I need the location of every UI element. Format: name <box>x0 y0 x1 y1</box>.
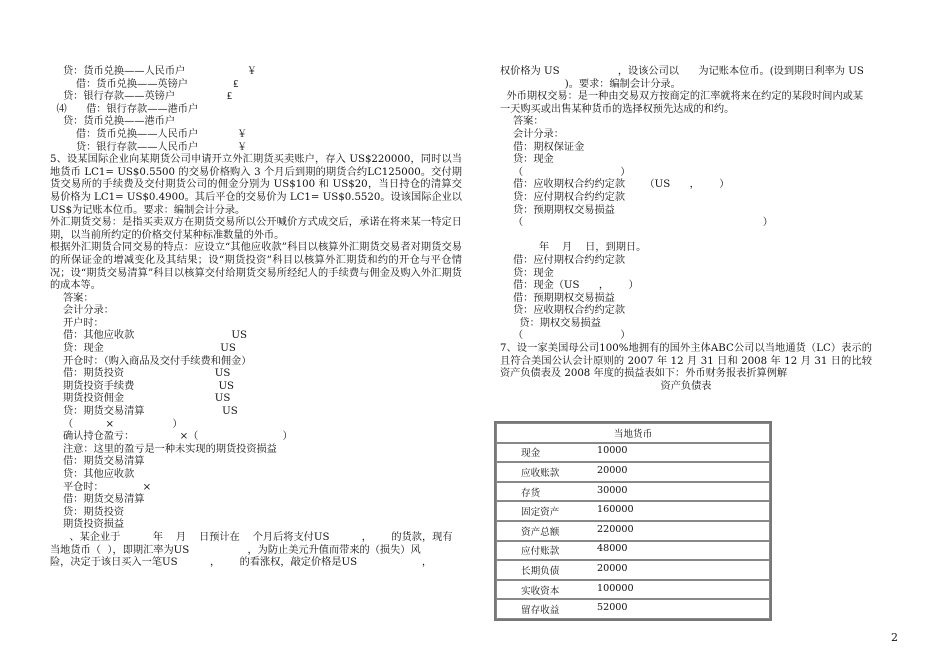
text-line: （ ） <box>500 330 631 342</box>
text-line: （ ） <box>500 166 631 178</box>
text-line: 贷：货币兑换——人民币户 ￥ <box>50 66 257 77</box>
text-line: 一天购买或出售某种货币的选择权预先达成的和约。 <box>500 103 735 115</box>
text-line: 贷：期权交易损益 <box>500 317 601 329</box>
table-row <box>496 521 770 541</box>
table-row <box>496 541 770 561</box>
text-line: 借：期权保证金 <box>500 141 585 153</box>
text-line: 贷：期货投资 <box>50 506 125 518</box>
text-line: 注意：这里的盈亏是一种未实现的期货投资损益 <box>50 443 277 455</box>
balance-sheet-table <box>494 421 772 621</box>
question-7-paragraph: 7、设一家美国母公司100%地拥有的国外主体ABC公司以当地通货（LC）表示的且符合美国公认会计原则的 2007 年 12 月 31 日和 2008 年 12 月 31 日的比较资产负债表及 2008 年度的损益表如下：外币财务报表折算例解 <box>500 343 872 380</box>
text-line: 贷：预期期权交易损益 <box>500 204 615 216</box>
row-label: 存货 <box>521 487 541 499</box>
accounting-explanation-paragraph: 根据外汇期货合同交易的特点：应设立“其他应收款”科目以核算外汇期货交易者对期货交易的所保证金的增减变化及其结果；设“期货投资”科目以核算外汇期货和约的开仓与平仓情况；设“期货交易清算”科目以核算交付给期货交易所经纪人的手续费与佣金及购入外汇期货的成本等。 <box>50 242 462 292</box>
text-line: 借：预期期权交易损益 <box>500 292 615 304</box>
text-line: 期货投资佣金 US <box>50 393 231 405</box>
answer-entries <box>50 293 462 570</box>
text-line: 借：货币兑换——英镑户 ₤ <box>50 78 239 90</box>
text-line: 贷：货币兑换——港币户 <box>50 116 176 128</box>
text-line: 年 月 日，到期日。 <box>500 242 647 254</box>
text-line: 借：期货交易清算 <box>50 494 145 506</box>
text-line: 借：应收期权合约约定款 （US ， ） <box>500 179 730 191</box>
row-label: 固定资产 <box>521 507 560 519</box>
text-line: 会计分录： <box>500 128 564 140</box>
text-line: 贷：银行存款——人民币户 ￥ <box>50 141 248 153</box>
row-value: 48000 <box>597 543 628 555</box>
options-entries <box>500 66 872 343</box>
text-line <box>500 230 872 243</box>
text-line: ⑷ 借：银行存款——港币户 <box>50 103 199 115</box>
text-line: 借：应付期权合约约定款 <box>500 254 626 266</box>
text-line: 期货投资损益 <box>50 519 125 531</box>
page-number: 2 <box>891 631 898 644</box>
table-row <box>496 599 770 619</box>
table-header: 当地货币 <box>496 423 770 443</box>
text-line: 贷：应收期权合约约定款 <box>500 305 626 317</box>
text-line: 、某企业于 年 月 日预计在 个月后将支付US ， 的货款，现有 <box>50 531 453 543</box>
text-line: 答案： <box>50 292 94 304</box>
text-line: 借：其他应收款 US <box>50 330 247 342</box>
table-row <box>496 560 770 580</box>
text-line: 开仓时：（购入商品及交付手续费和佣金） <box>50 355 252 367</box>
text-line: 借：期货投资 US <box>50 368 231 380</box>
row-label: 应付账款 <box>521 546 560 558</box>
row-label: 资产总额 <box>521 526 560 538</box>
row-value: 20000 <box>597 562 628 574</box>
text-line: 借：现金（US ， ） <box>500 280 639 292</box>
table-row <box>496 443 770 463</box>
text-line: 期货投资手续费 US <box>50 380 235 392</box>
row-label: 应收账款 <box>521 467 560 479</box>
text-line: 答案： <box>500 116 544 128</box>
text-line: 贷：现金 US <box>50 343 236 355</box>
text-line: 平仓时： × <box>50 481 152 493</box>
text-line: 借：期货交易清算 <box>50 456 145 468</box>
text-line: 贷：现金 <box>500 154 554 166</box>
text-line: 权价格为 US ，设该公司以 为记账本位币。(设到期日利率为 US <box>500 66 864 77</box>
text-line: 确认持仓盈亏： ×（ ） <box>50 431 293 443</box>
text-line: （ ） <box>500 217 773 229</box>
row-value: 100000 <box>597 582 634 594</box>
row-value: 20000 <box>597 464 628 476</box>
row-label: 留存收益 <box>521 605 560 617</box>
row-label: 现金 <box>521 448 541 460</box>
text-line: 开户时： <box>50 317 104 329</box>
text-line: 贷：期货交易清算 US <box>50 406 238 418</box>
text-line: 会计分录： <box>50 305 114 317</box>
text-line: 贷：其他应收款 <box>50 469 135 480</box>
text-line: )。要求：编制会计分录。 <box>500 78 681 90</box>
row-value: 160000 <box>597 504 634 516</box>
question-5-paragraph: 5、设某国际企业向某期货公司申请开立外汇期货买卖账户，存入 US$220000，同时以当地货币 LC1= US$0.5500 的交易价格购入 3 个月后到期的期货合约LC125000。交付期货交易所的手续费及交付期货公司的佣金分别为 US$100 和 US$20，当日持仓的清算交易价格为 LC1= US$0.4900。其后平仓的交易价为 LC1= US$0.5520。设该国际企业以 US$为记账本位币。要求：编制会计分录。 <box>50 154 462 216</box>
table-row <box>496 462 770 482</box>
balance-sheet-title: 资产负债表 <box>660 380 712 392</box>
left-column <box>50 66 462 570</box>
text-line: 当地货币（ ），即期汇率为US ，为防止美元升值而带来的（损失）风 <box>50 544 421 556</box>
text-line: 险，决定于该日买入一笔US ， 的看涨权，敲定价格是US ， <box>50 557 433 569</box>
row-value: 30000 <box>597 484 628 496</box>
table-row <box>496 482 770 502</box>
text-line: 外币期权交易：是一种由交易双方按商定的汇率就将来在约定的某段时间内或某 <box>500 91 864 103</box>
table-row <box>496 580 770 600</box>
row-value: 10000 <box>597 445 628 457</box>
row-value: 52000 <box>597 602 628 614</box>
row-label: 长期负债 <box>521 565 560 577</box>
text-line: （ × ） <box>50 418 183 430</box>
table-row <box>496 501 770 521</box>
row-value: 220000 <box>597 523 634 535</box>
right-column <box>500 66 872 393</box>
journal-entries-top <box>50 66 462 154</box>
text-line: 贷：应付期权合约约定款 <box>500 191 626 203</box>
row-label: 实收资本 <box>521 585 560 597</box>
futures-definition-paragraph: 外汇期货交易：是指买卖双方在期货交易所以公开喊价方式成交后，承诺在将来某一特定日期，以当前所约定的价格交付某种标准数量的外币。 <box>50 217 462 241</box>
text-line: 贷：银行存款——英镑户 ₤ <box>50 91 232 103</box>
text-line: 贷：现金 <box>500 267 554 279</box>
text-line: 借：货币兑换——人民币户 ￥ <box>50 128 248 140</box>
